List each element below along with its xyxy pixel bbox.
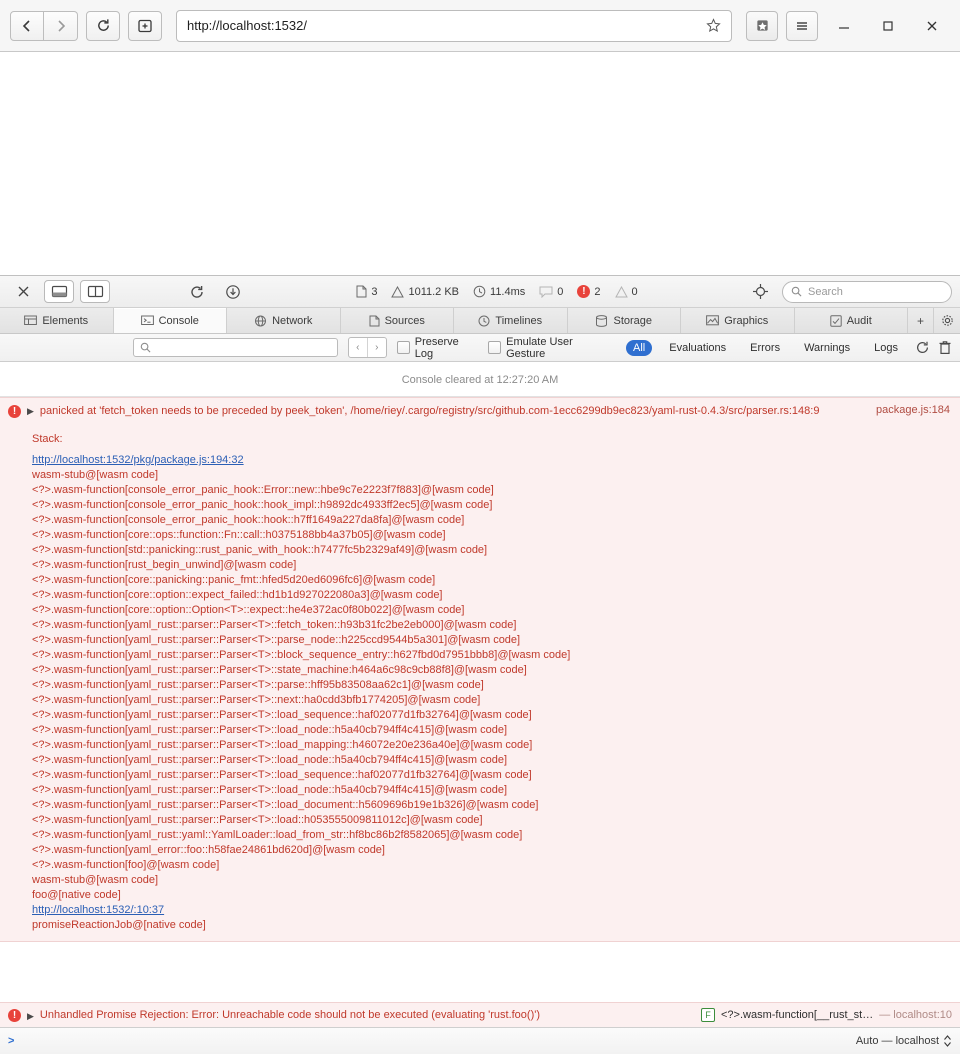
stack-frame: <?>.wasm-function[yaml_rust::parser::Parser<T>::parse::hff95b83508aa62c1]@[wasm code] — [32, 679, 484, 691]
tab-graphics-label: Graphics — [724, 314, 769, 327]
stack-frame: <?>.wasm-function[yaml_rust::yaml::YamlLoader::load_from_str::hf8bc86b2f8582065]@[wasm code] — [32, 829, 523, 841]
inspector-search-placeholder: Search — [807, 285, 843, 298]
download-button[interactable] — [218, 280, 248, 304]
console-prompt-bar[interactable] — [0, 1027, 960, 1054]
stack-frame: wasm-stub@[wasm code] — [32, 874, 159, 886]
reload-button[interactable] — [86, 11, 120, 41]
reload-icon — [189, 284, 205, 300]
search-prev-button[interactable]: ‹ — [349, 338, 368, 357]
dock-bottom-button[interactable] — [44, 280, 74, 303]
stack-frame: <?>.wasm-function[yaml_rust::parser::Parser<T>::load_sequence::haf02077d1fb32764]@[wasm code] — [32, 769, 532, 781]
stack-frame-link[interactable]: http://localhost:1532/pkg/package.js:194:32 — [32, 454, 244, 466]
stack-frame: <?>.wasm-function[yaml_rust::parser::Parser<T>::load::h053555009811012c]@[wasm code] — [32, 814, 483, 826]
console-cleared-notice: Console cleared at 12:27:20 AM — [0, 362, 960, 397]
execution-context-selector[interactable] — [856, 1034, 952, 1048]
resource-stats — [356, 285, 637, 298]
stat-messages — [539, 286, 563, 298]
error-icon: ! — [8, 1009, 21, 1022]
inspect-element-button[interactable] — [746, 280, 776, 304]
elements-icon — [24, 315, 37, 326]
rejection-frame-function: <?>.wasm-function[__rust_st… — [720, 1009, 874, 1021]
stack-frame: <?>.wasm-function[yaml_rust::parser::Parser<T>::load_sequence::haf02077d1fb32764]@[wasm code] — [32, 709, 532, 721]
download-icon — [225, 284, 241, 300]
web-inspector — [0, 276, 960, 1054]
minimize-icon — [837, 19, 851, 33]
filter-logs[interactable]: Logs — [874, 341, 898, 354]
tab-sources[interactable] — [341, 308, 455, 333]
tab-graphics[interactable] — [681, 308, 795, 333]
url-text[interactable]: http://localhost:1532/ — [187, 18, 307, 33]
graphics-icon — [706, 315, 719, 326]
page-viewport — [0, 52, 960, 276]
stack-frame: <?>.wasm-function[console_error_panic_hook::hook::h7ff1649a227da8fa]@[wasm code] — [32, 514, 465, 526]
stack-frame: <?>.wasm-function[core::panicking::panic_fmt::hfed5d20ed6096fc6]@[wasm code] — [32, 574, 436, 586]
expand-triangle-icon[interactable]: ▶ — [27, 1010, 34, 1021]
error-icon: ! — [577, 285, 590, 298]
stat-errors — [577, 285, 600, 298]
console-actions — [915, 340, 952, 355]
console-message-list[interactable] — [0, 362, 960, 1002]
checkbox-icon — [397, 341, 410, 354]
search-icon — [791, 286, 802, 297]
hamburger-icon — [794, 19, 810, 33]
console-search-input[interactable] — [133, 338, 338, 357]
stack-frame — [32, 903, 950, 918]
trash-icon — [938, 340, 952, 355]
tab-storage-label: Storage — [613, 314, 653, 327]
stack-frame: <?>.wasm-function[yaml_rust::parser::Parser<T>::block_sequence_entry::h627fbd0d7951bbb8]@[wasm code] — [32, 649, 571, 661]
reload-page-button[interactable] — [182, 280, 212, 304]
stack-frame: <?>.wasm-function[rust_begin_unwind]@[wasm code] — [32, 559, 297, 571]
execution-context-label: Auto — localhost — [855, 1035, 939, 1047]
stack-frame: <?>.wasm-function[foo]@[wasm code] — [32, 859, 220, 871]
sources-icon — [369, 315, 380, 327]
error-icon: ! — [8, 405, 21, 418]
rejection-location-link[interactable]: — localhost:10 — [879, 1009, 952, 1021]
storage-icon — [595, 315, 608, 327]
maximize-icon — [881, 19, 895, 33]
gear-icon — [941, 314, 954, 327]
dock-side-icon — [87, 285, 104, 298]
stack-frame: <?>.wasm-function[yaml_rust::parser::Parser<T>::fetch_token::h93b31fc2be2eb000]@[wasm code] — [32, 619, 517, 631]
tab-audit[interactable] — [795, 308, 909, 333]
url-bar[interactable] — [176, 10, 732, 42]
stat-size-value: 1011.2 KB — [408, 285, 460, 298]
filter-evaluations[interactable]: Evaluations — [669, 341, 727, 354]
clear-console-button[interactable] — [938, 340, 952, 355]
tab-timelines[interactable] — [454, 308, 568, 333]
tab-storage[interactable] — [568, 308, 682, 333]
timelines-icon — [478, 315, 490, 327]
tab-elements-label: Elements — [42, 314, 89, 327]
reload-icon — [96, 18, 111, 33]
minimize-button[interactable] — [826, 11, 862, 41]
frame-badge-icon: F — [701, 1008, 715, 1022]
audit-icon — [830, 315, 842, 327]
console-icon — [141, 315, 154, 326]
close-icon — [17, 285, 30, 298]
close-button[interactable] — [914, 11, 950, 41]
filter-all[interactable]: All — [626, 340, 652, 356]
bookmark-star-icon[interactable] — [706, 18, 721, 33]
error-source-link[interactable]: package.js:184 — [876, 404, 950, 416]
clock-icon — [473, 285, 486, 298]
stack-frame: <?>.wasm-function[console_error_panic_hook::hook_impl::h9892dc4933ff2ec5]@[wasm code] — [32, 499, 493, 511]
chevron-left-icon — [20, 19, 34, 33]
console-error-message[interactable] — [0, 397, 960, 942]
stack-frame: <?>.wasm-function[yaml_rust::parser::Parser<T>::load_node::h5a40cb794ff4c415]@[wasm code] — [32, 784, 508, 796]
stack-frame: wasm-stub@[wasm code] — [32, 469, 159, 481]
tab-sources-label: Sources — [384, 314, 425, 327]
tab-timelines-label: Timelines — [495, 314, 543, 327]
close-inspector-button[interactable] — [8, 280, 38, 304]
tab-elements[interactable] — [0, 308, 114, 333]
console-filter-bar — [0, 334, 960, 362]
stack-frame: foo@[native code] — [32, 889, 121, 901]
rejection-source — [701, 1008, 952, 1022]
back-button[interactable] — [10, 11, 44, 41]
search-next-button[interactable]: › — [375, 342, 379, 353]
inspector-search[interactable] — [782, 281, 952, 303]
dock-bottom-icon — [51, 285, 68, 298]
checkbox-icon — [488, 341, 501, 354]
stack-frame: <?>.wasm-function[std::panicking::rust_panic_with_hook::h7477fc5b2329af49]@[wasm code] — [32, 544, 488, 556]
message-icon — [539, 286, 553, 298]
filter-errors[interactable]: Errors — [750, 341, 781, 354]
stack-frame: <?>.wasm-function[core::ops::function::Fn::call::h0375188bb4a37b05]@[wasm code] — [32, 529, 446, 541]
warning-icon — [615, 286, 628, 298]
stack-frame: <?>.wasm-function[core::option::Option<T>::expect::he4e372ac0f80b022]@[wasm code] — [32, 604, 465, 616]
stat-size — [391, 286, 459, 298]
forward-button[interactable] — [44, 11, 78, 41]
search-result-nav — [348, 337, 387, 358]
document-icon — [356, 285, 367, 298]
stat-time-value: 11.4ms — [490, 285, 526, 298]
stack-frame: <?>.wasm-function[yaml_rust::parser::Parser<T>::load_node::h5a40cb794ff4c415]@[wasm code] — [32, 724, 508, 736]
stat-time — [473, 285, 525, 298]
refresh-icon — [915, 340, 930, 355]
new-tab-button[interactable] — [128, 11, 162, 41]
transfer-icon — [391, 286, 404, 298]
stack-frame: <?>.wasm-function[yaml_rust::parser::Parser<T>::parse_node::h225ccd9544b5a301]@[wasm code] — [32, 634, 521, 646]
stack-frame: <?>.wasm-function[core::option::expect_failed::hd1b1d927022080a3]@[wasm code] — [32, 589, 443, 601]
extensions-button[interactable] — [746, 11, 778, 41]
tab-network-label: Network — [272, 314, 313, 327]
inspector-tab-bar — [0, 308, 960, 334]
tab-console[interactable] — [114, 308, 228, 333]
chevron-updown-icon — [943, 1034, 952, 1048]
console-filter-pills — [626, 340, 905, 356]
filter-warnings[interactable]: Warnings — [804, 341, 851, 354]
dock-side-button[interactable] — [80, 280, 110, 303]
stack-frame-link[interactable]: http://localhost:1532/:10:37 — [32, 904, 165, 916]
chevron-right-icon — [54, 19, 68, 33]
stack-label: Stack: — [32, 433, 63, 445]
stat-warnings — [615, 286, 638, 298]
nav-button-group — [10, 11, 78, 41]
stack-frame — [32, 453, 950, 468]
tab-console-label: Console — [158, 314, 199, 327]
inspector-toolbar — [0, 276, 960, 308]
stack-frame: <?>.wasm-function[yaml_error::foo::h58fae24861bd620d]@[wasm code] — [32, 844, 385, 856]
console-rejection-message[interactable] — [0, 1002, 960, 1027]
puzzle-icon — [755, 18, 770, 33]
stack-frame: <?>.wasm-function[yaml_rust::parser::Parser<T>::load_document::h5609696b19e1b326]@[wasm code] — [32, 799, 539, 811]
maximize-button[interactable] — [870, 11, 906, 41]
stat-resources — [356, 285, 377, 298]
stack-frame: <?>.wasm-function[yaml_rust::parser::Parser<T>::load_mapping::h46072e20e236a40e]@[wasm code] — [32, 739, 533, 751]
stack-frame: <?>.wasm-function[yaml_rust::parser::Parser<T>::next::ha0cdd3bfb1774205]@[wasm code] — [32, 694, 481, 706]
reload-console-button[interactable] — [915, 340, 930, 355]
emulate-user-gesture-label: Emulate User Gesture — [506, 335, 573, 360]
add-tab-button[interactable]: + — [908, 308, 934, 333]
stack-frame: <?>.wasm-function[yaml_rust::parser::Parser<T>::state_machine:h464a6c98c9cb88f8]@[wasm code] — [32, 664, 527, 676]
tab-network[interactable] — [227, 308, 341, 333]
stack-frame: promiseReactionJob@[native code] — [32, 919, 206, 931]
crosshair-icon — [752, 283, 769, 300]
stack-trace — [32, 453, 950, 933]
network-icon — [254, 315, 267, 327]
search-icon — [140, 342, 151, 353]
tab-audit-label: Audit — [846, 314, 872, 327]
inspector-settings-button[interactable] — [934, 308, 960, 333]
stat-messages-value: 0 — [557, 285, 564, 298]
stat-warnings-value: 0 — [631, 285, 638, 298]
preserve-log-checkbox[interactable] — [397, 336, 478, 360]
stat-resources-value: 3 — [371, 285, 378, 298]
rejection-text: Unhandled Promise Rejection: Error: Unreachable code should not be executed (evaluating 'rust.foo()') — [39, 1009, 541, 1021]
error-message-header — [8, 404, 950, 419]
stack-frame: <?>.wasm-function[yaml_rust::parser::Parser<T>::load_node::h5a40cb794ff4c415]@[wasm code] — [32, 754, 508, 766]
expand-triangle-icon[interactable]: ▶ — [27, 406, 34, 416]
menu-button[interactable] — [786, 11, 818, 41]
error-message-text: panicked at 'fetch_token needs to be preceded by peek_token', /home/riey/.cargo/registry/src/github.com-1ecc6299db9ec823/yaml-rust-0.4.3/src/parser.rs:148:9 — [39, 405, 820, 417]
browser-toolbar — [0, 0, 960, 52]
stat-errors-value: 2 — [594, 285, 601, 298]
prompt-caret-icon: > — [8, 1035, 15, 1047]
add-tab-icon — [137, 18, 153, 34]
preserve-log-label: Preserve Log — [414, 335, 459, 360]
close-icon — [925, 19, 939, 33]
emulate-user-gesture-checkbox[interactable] — [488, 336, 612, 360]
stack-frame: <?>.wasm-function[console_error_panic_hook::Error::new::hbe9c7e2223f7f883]@[wasm code] — [32, 484, 494, 496]
